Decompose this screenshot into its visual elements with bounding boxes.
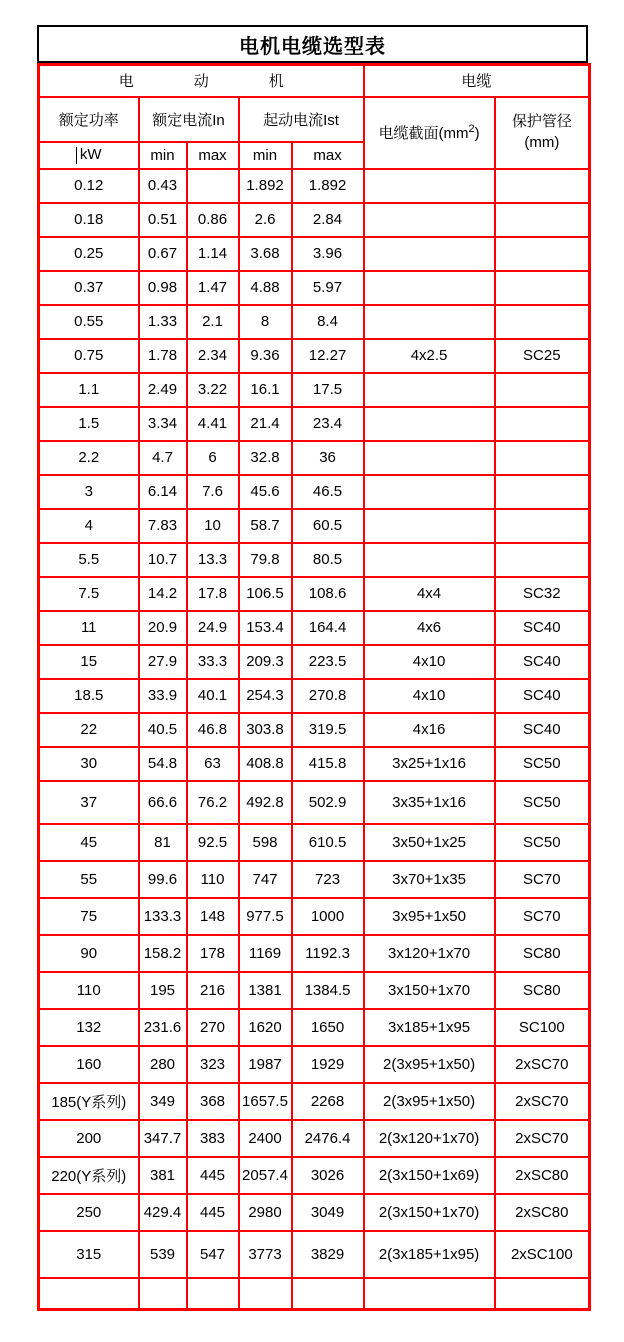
cell-cable-section: 3x50+1x25	[364, 824, 495, 861]
cell-ist-max: 1929	[292, 1046, 364, 1083]
cell-ist-max: 2476.4	[292, 1120, 364, 1157]
cell-kw: 132	[39, 1009, 139, 1046]
cell-ist-min: 303.8	[239, 713, 292, 747]
cell-in-min: 133.3	[139, 898, 187, 935]
cell-cable-section	[364, 305, 495, 339]
header-start-current: 起动电流Ist	[239, 97, 364, 142]
cell-in-min: 0.67	[139, 237, 187, 271]
cell-ist-max: 723	[292, 861, 364, 898]
cell-pipe-diameter: SC32	[495, 577, 590, 611]
cell-ist-max: 270.8	[292, 679, 364, 713]
cell-pipe-diameter	[495, 203, 590, 237]
cell-ist-min: 254.3	[239, 679, 292, 713]
cell-cable-section	[364, 441, 495, 475]
cell-cable-section: 3x35+1x16	[364, 781, 495, 824]
cell-pipe-diameter: SC50	[495, 747, 590, 781]
cell-kw: 315	[39, 1231, 139, 1278]
cell-kw: 110	[39, 972, 139, 1009]
header-rated-power: 额定功率	[39, 97, 139, 142]
table-row	[39, 373, 590, 407]
cell-ist-max: 108.6	[292, 577, 364, 611]
table-row	[39, 407, 590, 441]
table-row	[39, 713, 590, 747]
cell-pipe-diameter: SC80	[495, 972, 590, 1009]
cell-cable-section: 3x150+1x70	[364, 972, 495, 1009]
cell-pipe-diameter	[495, 543, 590, 577]
cell-cable-section: 2(3x185+1x95)	[364, 1231, 495, 1278]
cell-kw: 18.5	[39, 679, 139, 713]
cell-cable-section: 4x10	[364, 645, 495, 679]
cell-cable-section	[364, 475, 495, 509]
cell-ist-min: 16.1	[239, 373, 292, 407]
cell-in-min: 429.4	[139, 1194, 187, 1231]
table-row	[39, 781, 590, 824]
cell-in-max: 270	[187, 1009, 239, 1046]
table-row	[39, 898, 590, 935]
cell-cable-section: 4x2.5	[364, 339, 495, 373]
cell-in-min: 0.43	[139, 169, 187, 203]
cell-ist-min: 1381	[239, 972, 292, 1009]
cell-ist-max: 502.9	[292, 781, 364, 824]
cell-cable-section	[364, 169, 495, 203]
cell-pipe-diameter: SC25	[495, 339, 590, 373]
cell-ist-max: 80.5	[292, 543, 364, 577]
cell-kw: 30	[39, 747, 139, 781]
header-group-cable: 电缆	[364, 65, 590, 97]
cell-kw: 1.5	[39, 407, 139, 441]
cell-in-max: 445	[187, 1157, 239, 1194]
cell-pipe-diameter: 2xSC70	[495, 1046, 590, 1083]
cell-ist-min: 79.8	[239, 543, 292, 577]
cell-ist-max: 23.4	[292, 407, 364, 441]
cell-ist-max: 1192.3	[292, 935, 364, 972]
cell-kw: 2.2	[39, 441, 139, 475]
cell-kw: 15	[39, 645, 139, 679]
table-row	[39, 509, 590, 543]
cell-cable-section: 2(3x150+1x70)	[364, 1194, 495, 1231]
cell-pipe-diameter: SC40	[495, 713, 590, 747]
cell-kw: 4	[39, 509, 139, 543]
cell-pipe-diameter	[495, 1278, 590, 1310]
cell-ist-max: 3026	[292, 1157, 364, 1194]
cell-ist-min: 4.88	[239, 271, 292, 305]
cell-ist-min: 1657.5	[239, 1083, 292, 1120]
cell-cable-section: 2(3x120+1x70)	[364, 1120, 495, 1157]
header-in-min: min	[139, 142, 187, 169]
cell-cable-section	[364, 203, 495, 237]
cell-in-max: 2.1	[187, 305, 239, 339]
cell-ist-max: 2268	[292, 1083, 364, 1120]
table-row	[39, 169, 590, 203]
cell-kw: 7.5	[39, 577, 139, 611]
cell-cable-section: 2(3x150+1x69)	[364, 1157, 495, 1194]
cell-ist-min: 747	[239, 861, 292, 898]
cell-cable-section: 3x120+1x70	[364, 935, 495, 972]
table-row	[39, 441, 590, 475]
cell-in-max: 3.22	[187, 373, 239, 407]
cell-in-min: 7.83	[139, 509, 187, 543]
header-pipe-diameter: 保护管径 (mm)	[495, 97, 590, 169]
cell-pipe-diameter	[495, 441, 590, 475]
cell-kw: 0.12	[39, 169, 139, 203]
cell-kw: 11	[39, 611, 139, 645]
cell-in-max: 76.2	[187, 781, 239, 824]
table-row	[39, 861, 590, 898]
cell-ist-max: 3049	[292, 1194, 364, 1231]
cell-ist-max: 1.892	[292, 169, 364, 203]
cell-ist-min: 209.3	[239, 645, 292, 679]
cell-kw: 75	[39, 898, 139, 935]
cell-ist-max: 415.8	[292, 747, 364, 781]
cell-pipe-diameter: 2xSC100	[495, 1231, 590, 1278]
cell-in-max: 216	[187, 972, 239, 1009]
cell-in-min: 195	[139, 972, 187, 1009]
cell-cable-section: 4x16	[364, 713, 495, 747]
cell-ist-max: 1650	[292, 1009, 364, 1046]
cell-in-max: 323	[187, 1046, 239, 1083]
cell-ist-max: 5.97	[292, 271, 364, 305]
cell-pipe-diameter	[495, 169, 590, 203]
cell-pipe-diameter	[495, 271, 590, 305]
cell-ist-min: 977.5	[239, 898, 292, 935]
cell-ist-min: 2057.4	[239, 1157, 292, 1194]
cell-ist-min: 598	[239, 824, 292, 861]
header-in-max: max	[187, 142, 239, 169]
cell-in-max: 10	[187, 509, 239, 543]
cell-ist-min: 492.8	[239, 781, 292, 824]
table-row	[39, 747, 590, 781]
cell-pipe-diameter: 2xSC70	[495, 1120, 590, 1157]
cell-in-max: 2.34	[187, 339, 239, 373]
cell-ist-max: 3829	[292, 1231, 364, 1278]
cell-in-max: 110	[187, 861, 239, 898]
cell-in-min: 20.9	[139, 611, 187, 645]
cell-ist-min: 9.36	[239, 339, 292, 373]
cell-in-min: 40.5	[139, 713, 187, 747]
cell-ist-min: 106.5	[239, 577, 292, 611]
cell-in-max	[187, 169, 239, 203]
cell-ist-min: 2980	[239, 1194, 292, 1231]
cell-kw: 37	[39, 781, 139, 824]
header-rated-current: 额定电流In	[139, 97, 239, 142]
cell-in-max: 92.5	[187, 824, 239, 861]
cell-kw: 45	[39, 824, 139, 861]
table-row	[39, 305, 590, 339]
table-row	[39, 237, 590, 271]
cell-in-min: 6.14	[139, 475, 187, 509]
cell-pipe-diameter: SC70	[495, 898, 590, 935]
cell-in-min: 231.6	[139, 1009, 187, 1046]
table-row	[39, 679, 590, 713]
cell-in-min: 381	[139, 1157, 187, 1194]
cell-ist-max: 36	[292, 441, 364, 475]
cell-pipe-diameter: SC40	[495, 679, 590, 713]
cell-cable-section: 3x185+1x95	[364, 1009, 495, 1046]
table-row	[39, 1120, 590, 1157]
header-unit-kw: kW	[39, 142, 139, 169]
cell-in-max: 13.3	[187, 543, 239, 577]
header-ist-max: max	[292, 142, 364, 169]
cell-cable-section: 3x25+1x16	[364, 747, 495, 781]
cell-in-min: 54.8	[139, 747, 187, 781]
cell-in-min: 1.33	[139, 305, 187, 339]
motor-cable-table	[37, 63, 591, 1311]
cell-in-max: 148	[187, 898, 239, 935]
cell-ist-min: 8	[239, 305, 292, 339]
cell-ist-min	[239, 1278, 292, 1310]
cell-ist-max: 46.5	[292, 475, 364, 509]
table-row	[39, 1157, 590, 1194]
cell-in-max: 33.3	[187, 645, 239, 679]
cell-ist-max: 3.96	[292, 237, 364, 271]
cell-pipe-diameter: 2xSC80	[495, 1157, 590, 1194]
cell-in-min: 81	[139, 824, 187, 861]
cell-kw: 0.18	[39, 203, 139, 237]
cell-kw: 0.75	[39, 339, 139, 373]
table-row	[39, 1231, 590, 1278]
cell-in-max: 383	[187, 1120, 239, 1157]
superscript-2: 2	[468, 123, 475, 135]
cell-ist-max: 610.5	[292, 824, 364, 861]
table-row	[39, 339, 590, 373]
table-row	[39, 1083, 590, 1120]
cell-kw: 250	[39, 1194, 139, 1231]
cell-ist-max	[292, 1278, 364, 1310]
cell-kw: 0.55	[39, 305, 139, 339]
cell-ist-min: 2400	[239, 1120, 292, 1157]
cell-ist-max: 12.27	[292, 339, 364, 373]
table-row	[39, 1278, 590, 1310]
cell-kw: 3	[39, 475, 139, 509]
cell-pipe-diameter	[495, 475, 590, 509]
table-row	[39, 475, 590, 509]
cell-ist-min: 32.8	[239, 441, 292, 475]
header-group-motor: 电 动 机	[39, 65, 364, 97]
table-row	[39, 824, 590, 861]
cell-ist-min: 3.68	[239, 237, 292, 271]
cell-kw: 90	[39, 935, 139, 972]
cell-cable-section	[364, 237, 495, 271]
table-row	[39, 1009, 590, 1046]
table-header	[39, 65, 590, 169]
text-cursor-caret	[76, 147, 77, 164]
cell-kw: 0.37	[39, 271, 139, 305]
cell-in-max: 547	[187, 1231, 239, 1278]
cell-kw: 1.1	[39, 373, 139, 407]
table-row	[39, 203, 590, 237]
cell-pipe-diameter	[495, 237, 590, 271]
cell-ist-max: 223.5	[292, 645, 364, 679]
table-row	[39, 972, 590, 1009]
cell-ist-max: 1384.5	[292, 972, 364, 1009]
cell-pipe-diameter: SC100	[495, 1009, 590, 1046]
cell-in-min: 347.7	[139, 1120, 187, 1157]
cell-kw: 220(Y系列)	[39, 1157, 139, 1194]
cell-kw: 200	[39, 1120, 139, 1157]
table-row	[39, 645, 590, 679]
cell-ist-min: 1169	[239, 935, 292, 972]
cell-ist-min: 3773	[239, 1231, 292, 1278]
cell-in-max: 46.8	[187, 713, 239, 747]
cell-ist-min: 2.6	[239, 203, 292, 237]
cell-ist-max: 8.4	[292, 305, 364, 339]
cell-kw: 160	[39, 1046, 139, 1083]
cell-in-min: 280	[139, 1046, 187, 1083]
cell-in-max: 1.14	[187, 237, 239, 271]
table-row	[39, 543, 590, 577]
table-row	[39, 577, 590, 611]
cell-ist-max: 60.5	[292, 509, 364, 543]
cell-pipe-diameter	[495, 373, 590, 407]
cell-ist-min: 153.4	[239, 611, 292, 645]
cell-in-max: 6	[187, 441, 239, 475]
table-row	[39, 611, 590, 645]
cell-ist-min: 21.4	[239, 407, 292, 441]
header-cable-section: 电缆截面$(mm^2)$	[364, 97, 495, 169]
cell-in-min: 158.2	[139, 935, 187, 972]
cell-in-min: 99.6	[139, 861, 187, 898]
cell-pipe-diameter: SC40	[495, 645, 590, 679]
cell-in-max: 63	[187, 747, 239, 781]
cell-in-min: 539	[139, 1231, 187, 1278]
table-row	[39, 1046, 590, 1083]
cell-pipe-diameter: SC70	[495, 861, 590, 898]
cell-kw	[39, 1278, 139, 1310]
table-title-text: 电机电缆选型表	[239, 35, 386, 58]
cell-ist-min: 58.7	[239, 509, 292, 543]
cell-cable-section: 3x95+1x50	[364, 898, 495, 935]
cell-ist-min: 45.6	[239, 475, 292, 509]
cell-in-max: 445	[187, 1194, 239, 1231]
cell-cable-section: 3x70+1x35	[364, 861, 495, 898]
cell-in-max: 7.6	[187, 475, 239, 509]
table-title	[37, 25, 588, 63]
cell-in-min: 2.49	[139, 373, 187, 407]
cell-ist-max: 1000	[292, 898, 364, 935]
cell-cable-section: 2(3x95+1x50)	[364, 1083, 495, 1120]
cell-cable-section: 4x4	[364, 577, 495, 611]
cell-in-max: 1.47	[187, 271, 239, 305]
cell-kw: 5.5	[39, 543, 139, 577]
cell-in-max: 0.86	[187, 203, 239, 237]
cell-pipe-diameter: SC50	[495, 824, 590, 861]
cell-pipe-diameter	[495, 305, 590, 339]
cell-ist-max: 319.5	[292, 713, 364, 747]
header-group-row	[39, 65, 590, 97]
cell-in-min	[139, 1278, 187, 1310]
cell-in-min: 14.2	[139, 577, 187, 611]
cell-in-min: 4.7	[139, 441, 187, 475]
cell-ist-max: 164.4	[292, 611, 364, 645]
cell-in-min: 27.9	[139, 645, 187, 679]
cell-ist-min: 1.892	[239, 169, 292, 203]
table-row	[39, 1194, 590, 1231]
cell-pipe-diameter: SC40	[495, 611, 590, 645]
cell-cable-section	[364, 543, 495, 577]
cell-in-min: 10.7	[139, 543, 187, 577]
cell-cable-section	[364, 1278, 495, 1310]
table-row	[39, 935, 590, 972]
cell-in-min: 33.9	[139, 679, 187, 713]
cell-ist-max: 2.84	[292, 203, 364, 237]
cell-in-max: 178	[187, 935, 239, 972]
cell-pipe-diameter	[495, 509, 590, 543]
cell-kw: 185(Y系列)	[39, 1083, 139, 1120]
cell-kw: 55	[39, 861, 139, 898]
cell-in-max: 368	[187, 1083, 239, 1120]
cell-in-min: 0.98	[139, 271, 187, 305]
cell-in-min: 3.34	[139, 407, 187, 441]
cell-in-max: 17.8	[187, 577, 239, 611]
cell-kw: 0.25	[39, 237, 139, 271]
cell-cable-section: 4x6	[364, 611, 495, 645]
cell-ist-max: 17.5	[292, 373, 364, 407]
header-ist-min: min	[239, 142, 292, 169]
cell-in-min: 0.51	[139, 203, 187, 237]
cell-pipe-diameter	[495, 407, 590, 441]
cell-in-max: 4.41	[187, 407, 239, 441]
table-body	[39, 169, 590, 1310]
cell-in-max	[187, 1278, 239, 1310]
cell-in-min: 66.6	[139, 781, 187, 824]
cell-cable-section	[364, 373, 495, 407]
cell-in-max: 24.9	[187, 611, 239, 645]
header-subhead-row	[39, 97, 590, 142]
cell-cable-section: 2(3x95+1x50)	[364, 1046, 495, 1083]
cell-cable-section	[364, 509, 495, 543]
cell-in-min: 349	[139, 1083, 187, 1120]
cell-pipe-diameter: 2xSC70	[495, 1083, 590, 1120]
cell-in-min: 1.78	[139, 339, 187, 373]
cell-pipe-diameter: SC80	[495, 935, 590, 972]
cell-ist-min: 1987	[239, 1046, 292, 1083]
cell-pipe-diameter: SC50	[495, 781, 590, 824]
cell-pipe-diameter: 2xSC80	[495, 1194, 590, 1231]
cell-cable-section	[364, 407, 495, 441]
cell-kw: 22	[39, 713, 139, 747]
cell-in-max: 40.1	[187, 679, 239, 713]
table-row	[39, 271, 590, 305]
cell-cable-section	[364, 271, 495, 305]
cell-ist-min: 1620	[239, 1009, 292, 1046]
cell-ist-min: 408.8	[239, 747, 292, 781]
cell-cable-section: 4x10	[364, 679, 495, 713]
